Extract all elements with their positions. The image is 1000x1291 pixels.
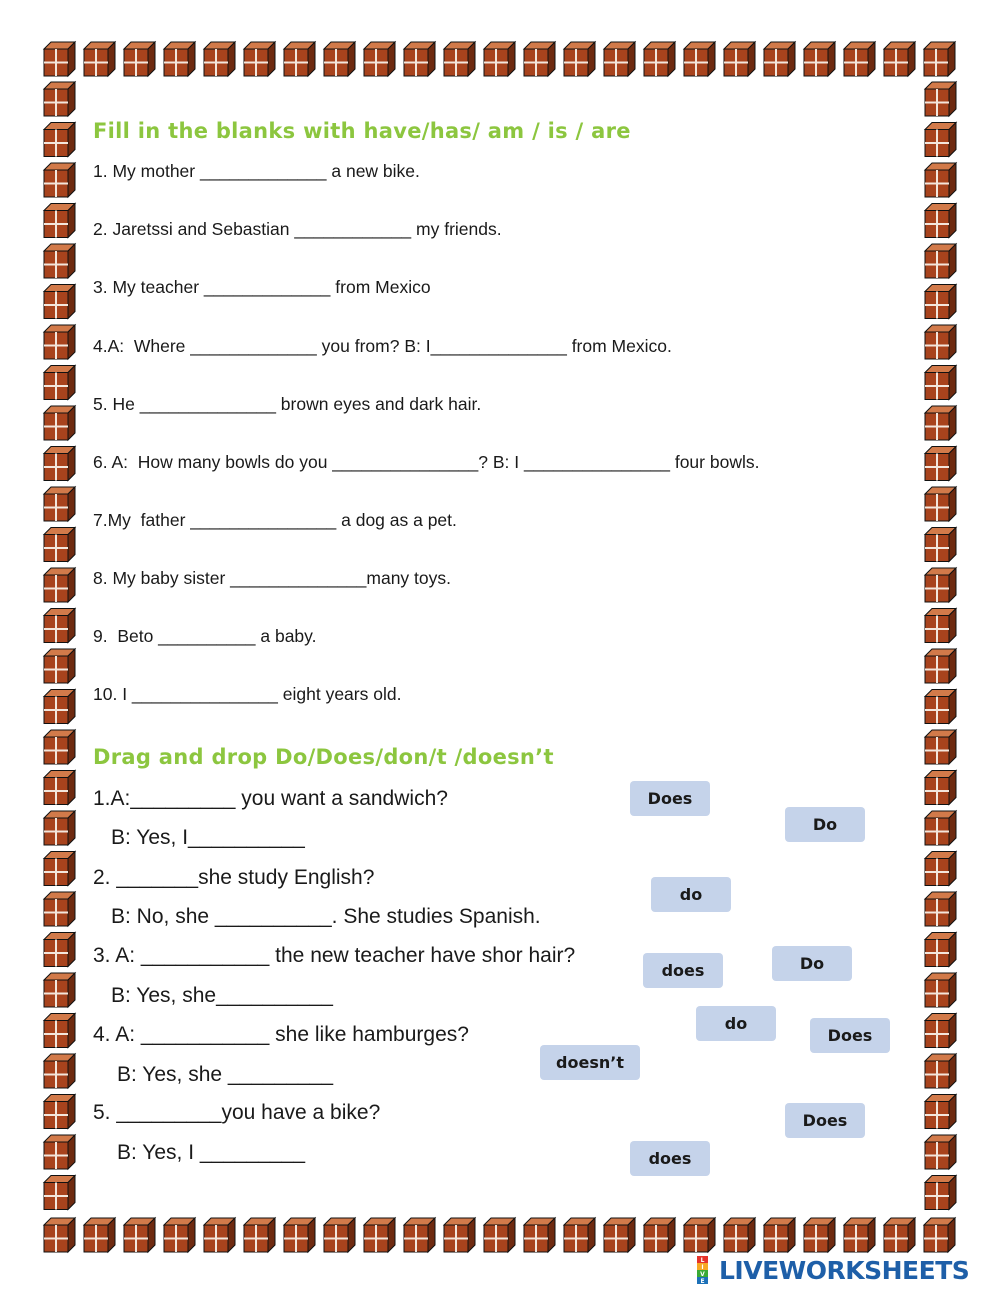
brick-cube-icon bbox=[925, 487, 956, 521]
brick-cube-icon bbox=[284, 42, 315, 76]
dd-answer-5: B: Yes, I _________ bbox=[117, 1141, 306, 1164]
brick-cube-icon bbox=[44, 933, 75, 967]
brick-cube-icon bbox=[44, 649, 75, 683]
badge-letter: E bbox=[700, 1277, 705, 1284]
answer-chip-does[interactable]: Does bbox=[785, 1103, 865, 1138]
brick-cube-icon bbox=[684, 1218, 715, 1252]
brick-cube-icon bbox=[444, 42, 475, 76]
question-4: 4.A: Where _____________ you from? B: I______________ from Mexico. bbox=[93, 336, 672, 356]
question-2: 2. Jaretssi and Sebastian ____________ my friends. bbox=[93, 219, 502, 239]
brick-cube-icon bbox=[804, 1218, 835, 1252]
brick-cube-icon bbox=[404, 42, 435, 76]
brick-cube-icon bbox=[925, 811, 956, 845]
dd-question-3: 3. A: ___________ the new teacher have shor hair? bbox=[93, 944, 576, 967]
brick-cube-icon bbox=[604, 1218, 635, 1252]
brick-cube-icon bbox=[484, 42, 515, 76]
brick-cube-icon bbox=[764, 1218, 795, 1252]
brick-cube-icon bbox=[44, 690, 75, 724]
badge-letter: V bbox=[700, 1270, 705, 1278]
brick-cube-icon bbox=[564, 42, 595, 76]
brick-cube-icon bbox=[44, 366, 75, 400]
brick-cube-icon bbox=[925, 852, 956, 886]
brick-cube-icon bbox=[604, 42, 635, 76]
answer-chip-does[interactable]: does bbox=[630, 1141, 710, 1176]
answer-chip-do[interactable]: Do bbox=[772, 946, 852, 981]
brick-cube-icon bbox=[124, 1218, 155, 1252]
brick-cube-icon bbox=[925, 163, 956, 197]
brick-cube-icon bbox=[844, 42, 875, 76]
brick-cube-icon bbox=[44, 609, 75, 643]
brick-cube-icon bbox=[44, 1218, 75, 1252]
brick-cube-icon bbox=[404, 1218, 435, 1252]
brick-cube-icon bbox=[44, 1135, 75, 1169]
brick-cube-icon bbox=[44, 244, 75, 278]
brick-cube-icon bbox=[44, 892, 75, 926]
brick-cube-icon bbox=[925, 366, 956, 400]
brick-cube-icon bbox=[44, 204, 75, 238]
brick-cube-icon bbox=[84, 42, 115, 76]
brick-cube-icon bbox=[804, 42, 835, 76]
brick-cube-icon bbox=[925, 1054, 956, 1088]
brick-cube-icon bbox=[44, 811, 75, 845]
question-8: 8. My baby sister ______________many toys. bbox=[93, 568, 451, 588]
brick-cube-icon bbox=[925, 1135, 956, 1169]
brick-cube-icon bbox=[364, 42, 395, 76]
brick-cube-icon bbox=[484, 1218, 515, 1252]
answer-chip-do[interactable]: do bbox=[696, 1006, 776, 1041]
brick-cube-icon bbox=[925, 447, 956, 481]
brick-cube-icon bbox=[764, 42, 795, 76]
brick-cube-icon bbox=[44, 82, 75, 116]
brick-cube-icon bbox=[324, 1218, 355, 1252]
dd-answer-1: B: Yes, I__________ bbox=[111, 826, 305, 849]
answer-chip-does[interactable]: Does bbox=[630, 781, 710, 816]
brick-cube-icon bbox=[44, 447, 75, 481]
brick-cube-icon bbox=[324, 42, 355, 76]
brick-cube-icon bbox=[44, 852, 75, 886]
brick-cube-icon bbox=[284, 1218, 315, 1252]
dd-question-5: 5. _________you have a bike? bbox=[93, 1101, 381, 1124]
brick-cube-icon bbox=[925, 528, 956, 562]
dd-question-2: 2. _______she study English? bbox=[93, 866, 375, 889]
brick-cube-icon bbox=[364, 1218, 395, 1252]
brick-cube-icon bbox=[44, 123, 75, 157]
brick-cube-icon bbox=[925, 244, 956, 278]
brick-cube-icon bbox=[244, 1218, 275, 1252]
question-7: 7.My father _______________ a dog as a pet. bbox=[93, 510, 457, 530]
brick-cube-icon bbox=[44, 730, 75, 764]
brick-cube-icon bbox=[44, 973, 75, 1007]
brick-cube-icon bbox=[925, 285, 956, 319]
brick-cube-icon bbox=[204, 1218, 235, 1252]
question-6: 6. A: How many bowls do you _______________? B: I _______________ four bowls. bbox=[93, 452, 760, 472]
brick-cube-icon bbox=[444, 1218, 475, 1252]
brick-cube-icon bbox=[44, 528, 75, 562]
question-5: 5. He ______________ brown eyes and dark hair. bbox=[93, 394, 482, 414]
brick-cube-icon bbox=[724, 42, 755, 76]
dd-answer-2: B: No, she __________. She studies Spanish. bbox=[111, 905, 541, 928]
answer-chip-do[interactable]: Do bbox=[785, 807, 865, 842]
brick-cube-icon bbox=[44, 285, 75, 319]
brick-cube-icon bbox=[44, 1176, 75, 1210]
answer-chip-do[interactable]: do bbox=[651, 877, 731, 912]
brick-cube-icon bbox=[44, 163, 75, 197]
brick-cube-icon bbox=[44, 42, 75, 76]
brick-cube-icon bbox=[44, 771, 75, 805]
brick-cube-icon bbox=[44, 487, 75, 521]
brick-cube-icon bbox=[44, 568, 75, 602]
brick-cube-icon bbox=[925, 325, 956, 359]
logo-wordmark: LIVEWORKSHEETS bbox=[719, 1255, 970, 1285]
question-10: 10. I _______________ eight years old. bbox=[93, 684, 402, 704]
brick-cube-icon bbox=[524, 1218, 555, 1252]
liveworksheets-logo bbox=[697, 1255, 969, 1285]
brick-cube-icon bbox=[164, 1218, 195, 1252]
brick-cube-icon bbox=[924, 1218, 955, 1252]
dd-question-1: 1.A:_________ you want a sandwich? bbox=[93, 787, 448, 810]
brick-cube-icon bbox=[925, 1176, 956, 1210]
brick-cube-icon bbox=[925, 82, 956, 116]
brick-cube-icon bbox=[884, 1218, 915, 1252]
brick-cube-icon bbox=[925, 690, 956, 724]
brick-cube-icon bbox=[925, 609, 956, 643]
brick-cube-icon bbox=[44, 1095, 75, 1129]
brick-cube-icon bbox=[925, 973, 956, 1007]
brick-cube-icon bbox=[564, 1218, 595, 1252]
brick-cube-icon bbox=[84, 1218, 115, 1252]
brick-cube-icon bbox=[884, 42, 915, 76]
brick-cube-icon bbox=[925, 123, 956, 157]
question-3: 3. My teacher _____________ from Mexico bbox=[93, 277, 431, 297]
brick-cube-icon bbox=[925, 1095, 956, 1129]
brick-cube-icon bbox=[524, 42, 555, 76]
question-9: 9. Beto __________ a baby. bbox=[93, 626, 317, 646]
section2-heading: Drag and drop Do/Does/don/t /doesn’t bbox=[93, 745, 554, 769]
badge-letter: I bbox=[701, 1263, 704, 1271]
brick-cube-icon bbox=[684, 42, 715, 76]
brick-cube-icon bbox=[925, 1014, 956, 1048]
brick-cube-icon bbox=[925, 892, 956, 926]
brick-cube-icon bbox=[44, 1054, 75, 1088]
brick-cube-icon bbox=[925, 649, 956, 683]
dd-answer-4: B: Yes, she _________ bbox=[117, 1063, 334, 1086]
answer-chip-does[interactable]: Does bbox=[810, 1018, 890, 1053]
live-badge-icon bbox=[697, 1256, 719, 1284]
brick-cube-icon bbox=[925, 204, 956, 238]
brick-cube-icon bbox=[644, 1218, 675, 1252]
section1-heading: Fill in the blanks with have/has/ am / is / are bbox=[93, 119, 631, 143]
dd-answer-3: B: Yes, she__________ bbox=[111, 984, 333, 1007]
brick-cube-icon bbox=[924, 42, 955, 76]
brick-cube-icon bbox=[244, 42, 275, 76]
brick-cube-icon bbox=[44, 325, 75, 359]
brick-cube-icon bbox=[925, 730, 956, 764]
answer-chip-doesnt[interactable]: doesn’t bbox=[540, 1045, 640, 1080]
badge-letter: L bbox=[700, 1256, 705, 1264]
brick-cube-icon bbox=[44, 406, 75, 440]
brick-cube-icon bbox=[925, 568, 956, 602]
brick-cube-icon bbox=[925, 406, 956, 440]
brick-cube-icon bbox=[124, 42, 155, 76]
brick-cube-icon bbox=[164, 42, 195, 76]
brick-cube-icon bbox=[844, 1218, 875, 1252]
answer-chip-does[interactable]: does bbox=[643, 953, 723, 988]
brick-cube-icon bbox=[724, 1218, 755, 1252]
question-1: 1. My mother _____________ a new bike. bbox=[93, 161, 420, 181]
brick-cube-icon bbox=[44, 1014, 75, 1048]
brick-cube-icon bbox=[925, 771, 956, 805]
brick-cube-icon bbox=[204, 42, 235, 76]
dd-question-4: 4. A: ___________ she like hamburges? bbox=[93, 1023, 469, 1046]
brick-cube-icon bbox=[644, 42, 675, 76]
brick-cube-icon bbox=[925, 933, 956, 967]
